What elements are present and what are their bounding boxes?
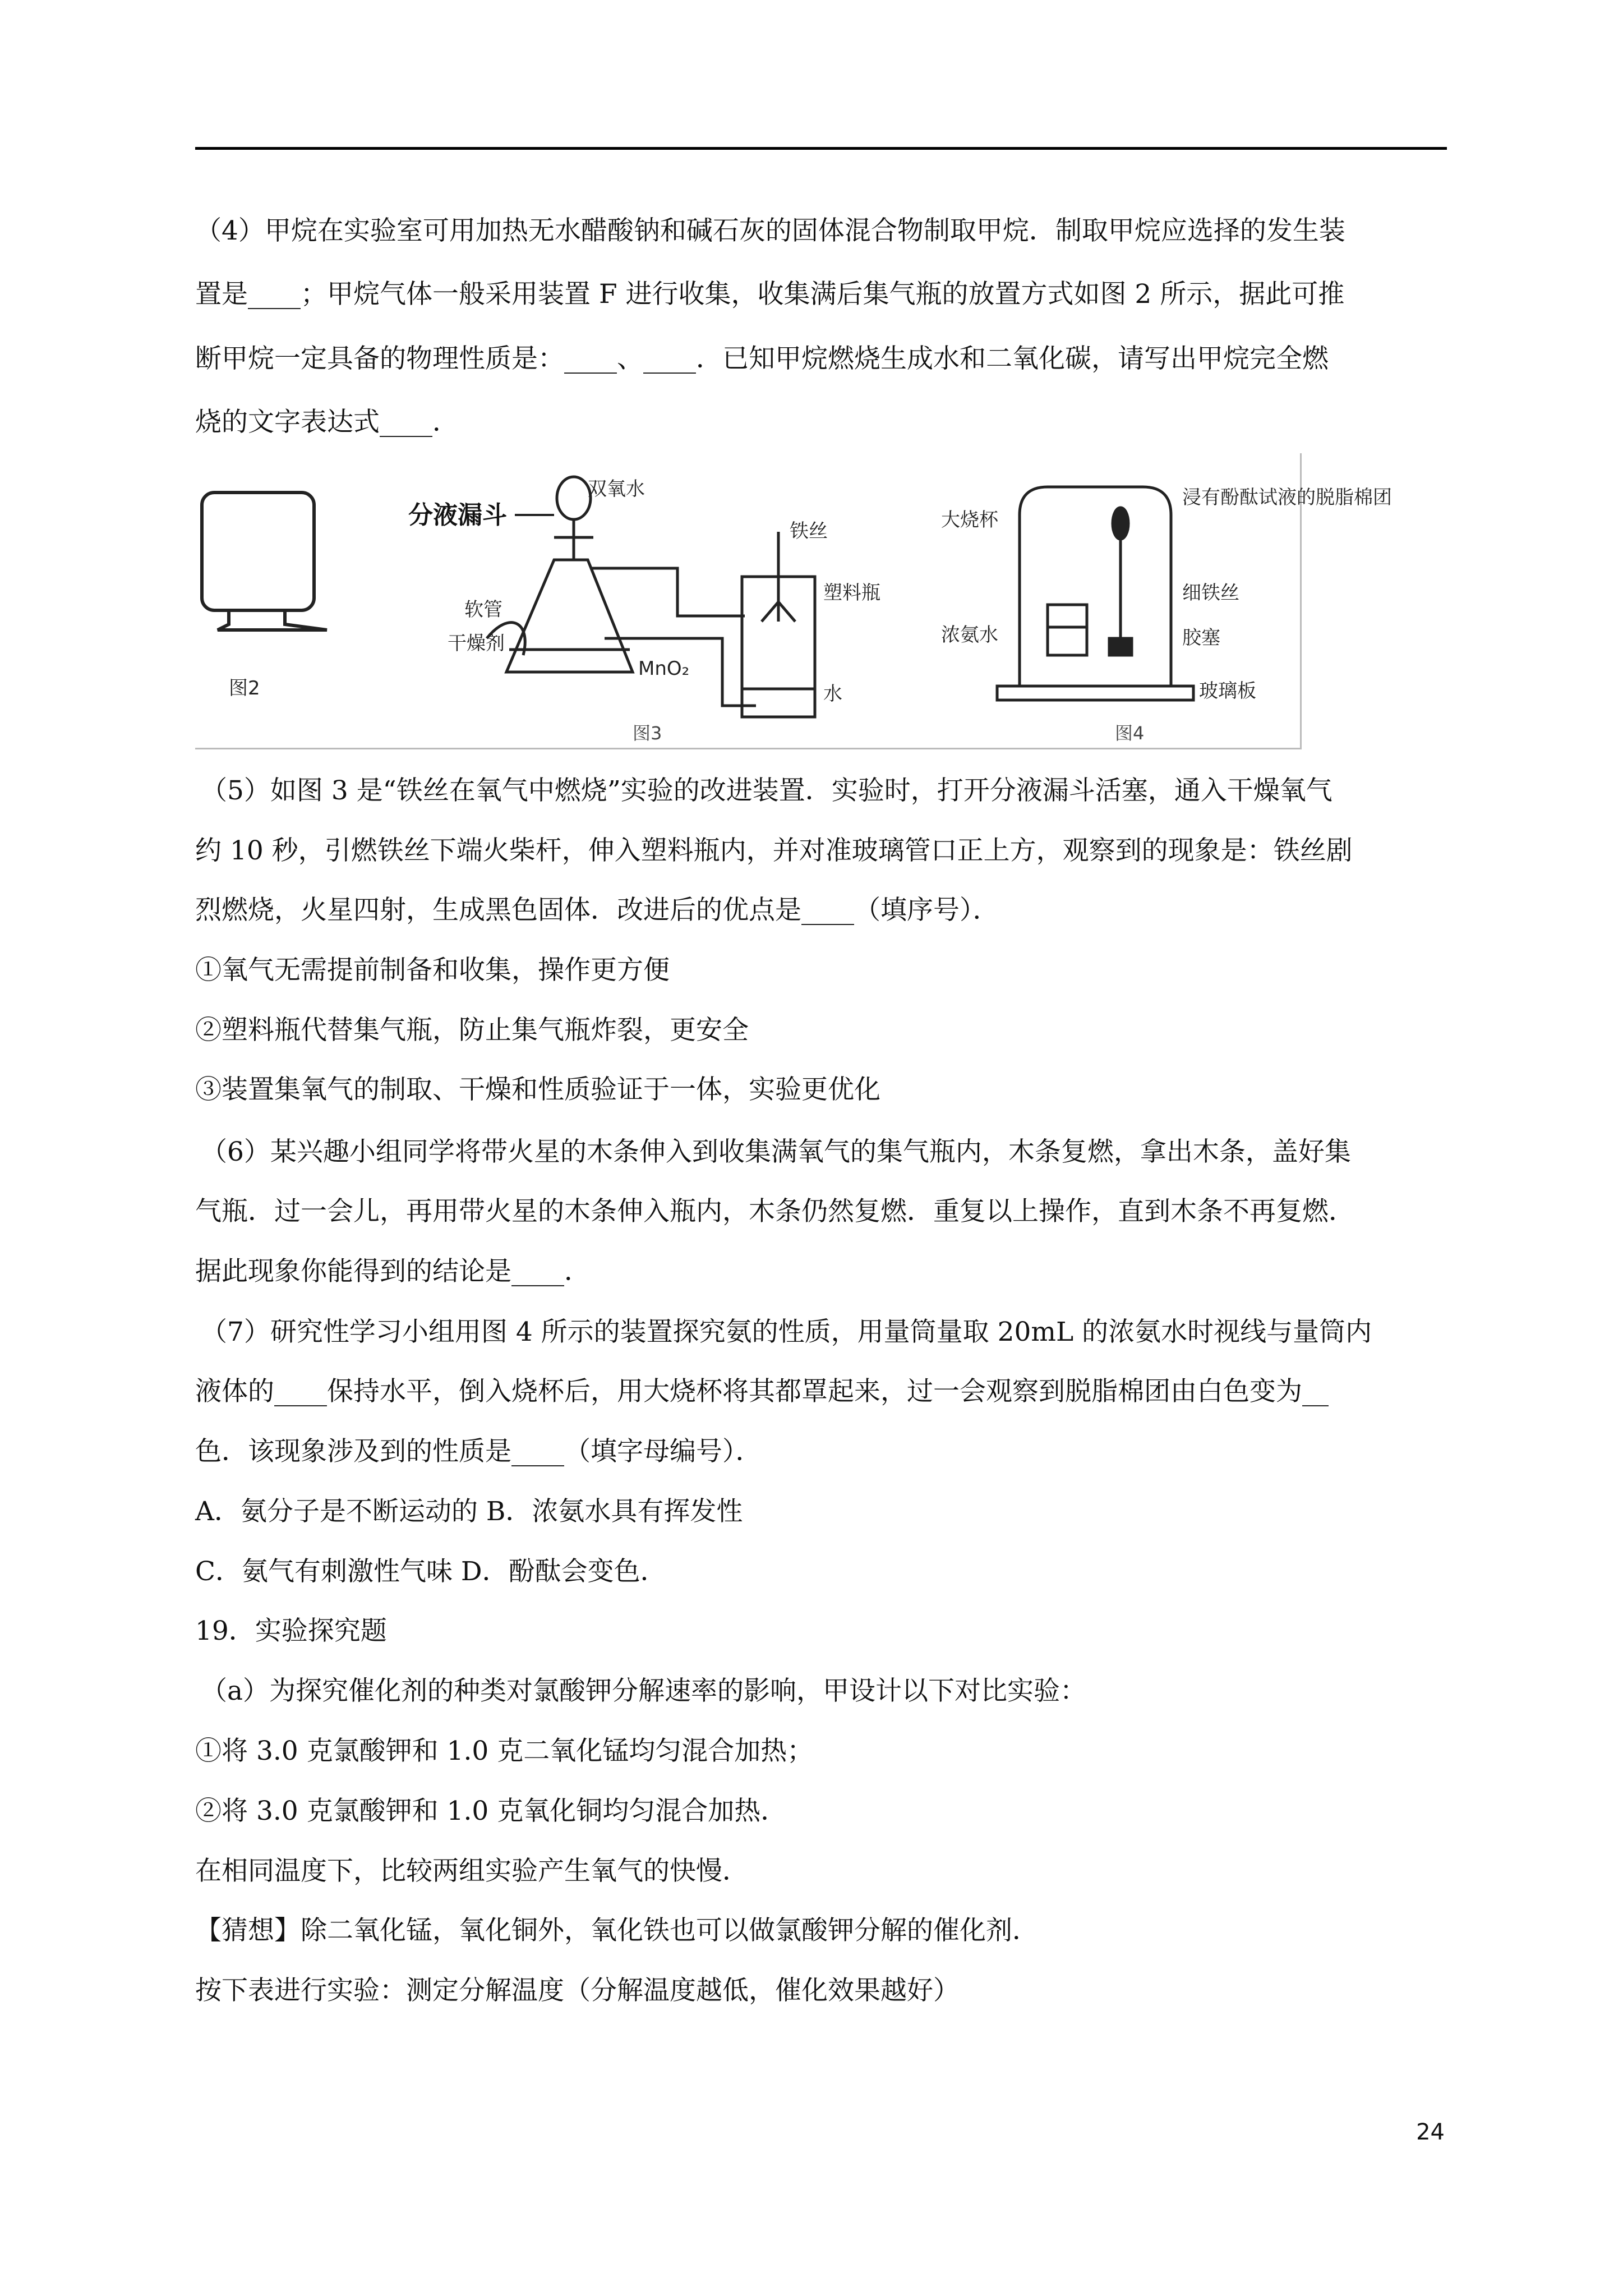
text-line: （5）如图 3 是“铁丝在氧气中燃烧”实验的改进装置．实验时，打开分液漏斗活塞，通入干燥氧气 — [201, 775, 1332, 806]
fig4-label-cotton: 浸有酚酞试液的脱脂棉团 — [1182, 486, 1392, 509]
text-line: 烧的文字表达式____． — [195, 407, 459, 438]
text-line: 19．实验探究题 — [195, 1616, 387, 1646]
fig3-label-h2o2: 双氧水 — [588, 478, 645, 500]
fig3-label-desiccant: 干燥剂 — [448, 632, 505, 655]
fig4-label-ammonia: 浓氨水 — [941, 624, 998, 646]
fig2-gas-jar — [202, 493, 327, 630]
text-line: 按下表进行实验：测定分解温度（分解温度越低，催化效果越好） — [195, 1975, 960, 2006]
fig3-label-water: 水 — [823, 683, 842, 705]
text-line: ③装置集氧气的制取、干燥和性质验证于一体，实验更优化 — [195, 1074, 880, 1105]
fig3-apparatus — [487, 477, 815, 717]
text-line: 液体的____保持水平，倒入烧杯后，用大烧杯将其都罩起来，过一会观察到脱脂棉团由白色变为__ — [195, 1376, 1329, 1407]
text-line: 色．该现象涉及到的性质是____（填字母编号）． — [195, 1436, 762, 1467]
text-line: 烈燃烧，火星四射，生成黑色固体．改进后的优点是____（填序号）． — [195, 895, 999, 926]
text-line: A．氨分子是不断运动的 B．浓氨水具有挥发性 — [195, 1496, 743, 1527]
fig3-caption: 图3 — [633, 723, 662, 744]
text-line: 约 10 秒，引燃铁丝下端火柴杆，伸入塑料瓶内，并对准玻璃管口正上方，观察到的现象是：铁丝剧 — [195, 835, 1353, 866]
text-line: （6）某兴趣小组同学将带火星的木条伸入到收集满氧气的集气瓶内，木条复燃，拿出木条，盖好集 — [201, 1137, 1351, 1167]
page-number: 24 — [1416, 2119, 1445, 2145]
fig4-label-wire: 细铁丝 — [1182, 582, 1239, 604]
fig3-label-mno2: MnO₂ — [638, 657, 690, 680]
text-line: 断甲烷一定具备的物理性质是：____、____．已知甲烷燃烧生成水和二氧化碳，请写出甲烷完全燃 — [195, 343, 1329, 374]
text-line: （a）为探究催化剂的种类对氯酸钾分解速率的影响，甲设计以下对比实验： — [201, 1676, 1087, 1706]
fig2-caption: 图2 — [229, 677, 260, 700]
text-line: 【猜想】除二氧化锰，氧化铜外，氧化铁也可以做氯酸钾分解的催化剂． — [195, 1915, 1039, 1946]
fig3-label-hose: 软管 — [464, 599, 502, 621]
text-line: ①将 3.0 克氯酸钾和 1.0 克二氧化锰均匀混合加热； — [195, 1736, 814, 1766]
text-line: ②将 3.0 克氯酸钾和 1.0 克氧化铜均匀混合加热． — [195, 1796, 787, 1826]
experiment-figure — [195, 453, 1392, 749]
text-line: ②塑料瓶代替集气瓶，防止集气瓶炸裂，更安全 — [195, 1015, 749, 1046]
text-line: 据此现象你能得到的结论是____． — [195, 1256, 591, 1287]
fig4-caption: 图4 — [1115, 723, 1145, 744]
text-line: （4）甲烷在实验室可用加热无水醋酸钠和碱石灰的固体混合物制取甲烷．制取甲烷应选择的发生装 — [195, 215, 1345, 246]
text-line: 气瓶．过一会儿，再用带火星的木条伸入瓶内，木条仍然复燃．重复以上操作，直到木条不再复燃． — [195, 1196, 1355, 1227]
header-rule — [195, 147, 1447, 150]
text-line: （7）研究性学习小组用图 4 所示的装置探究氨的性质，用量筒量取 20mL 的浓氨水时视线与量筒内 — [201, 1317, 1372, 1347]
fig4-label-beaker: 大烧杯 — [941, 509, 998, 531]
fig4-label-stopper: 胶塞 — [1182, 627, 1220, 649]
fig4-label-plate: 玻璃板 — [1199, 680, 1256, 702]
text-line: ①氧气无需提前制备和收集，操作更方便 — [195, 955, 670, 986]
text-line: C．氨气有刺激性气味 D．酚酞会变色． — [195, 1556, 667, 1587]
fig3-label-iron: 铁丝 — [790, 520, 828, 542]
text-line: 置是____；甲烷气体一般采用装置 F 进行收集，收集满后集气瓶的放置方式如图 2 所示，据此可推 — [195, 279, 1345, 310]
fig4-apparatus — [997, 487, 1193, 700]
fig3-funnel-title: 分液漏斗 — [408, 501, 507, 530]
text-line: 在相同温度下，比较两组实验产生氧气的快慢． — [195, 1856, 749, 1887]
fig3-label-bottle: 塑料瓶 — [823, 582, 880, 604]
apparatus-diagrams — [195, 453, 1392, 748]
